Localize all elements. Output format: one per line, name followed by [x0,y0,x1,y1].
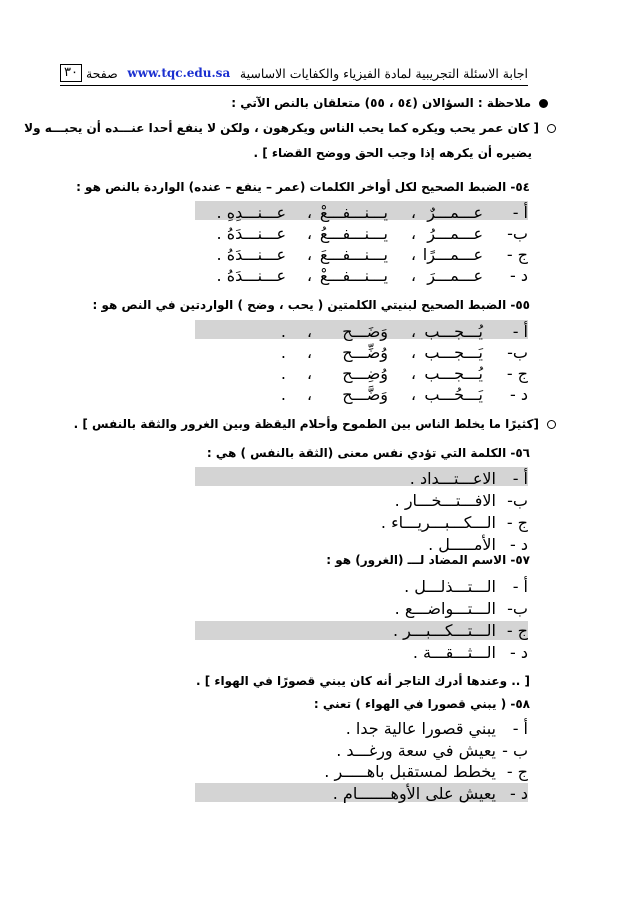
option-letter: ب- [507,491,528,510]
q54-stem: ٥٤- الضبط الصحيح لكل أواخر الكلمات (عمر – ينفع – عنده) الواردة بالنص هو : [76,180,530,194]
page-number-block [60,64,118,82]
option-word: وَضَّـــح [342,385,388,404]
option-text: الـــثـــقـــة . [412,643,496,662]
option-word: عـــمـــرًا [422,245,483,264]
option-text: يبني قصورا عالية جدا . [345,719,496,738]
option-text: الـــكـــبـــريـــاء . [380,513,496,532]
option-word: وُضِّـــح [342,343,388,362]
option-word: وُضِـــح [342,364,388,383]
option-word: . [280,322,286,341]
option-separator: ، [410,266,416,285]
option-letter: د - [510,266,528,285]
option-word: يـــنـــفـــعُ [319,224,388,243]
option-text: الاعـــتـــداد . [409,469,496,488]
option-letter: ج - [506,245,528,264]
option-separator: ، [410,322,416,341]
page-label: صفحة [85,65,118,81]
option-text: الـــتـــذلـــل . [404,577,496,596]
option-word: يـــنـــفـــعْ [319,266,388,285]
option-text: يعيش على الأوهـــــــام . [332,783,496,803]
option-word: يُـــجـــب [424,322,483,341]
option-text: الافـــتـــخـــار . [394,491,496,510]
passage1-line1: [ كان عمر يحب ويكره كما يحب الناس ويكرهون ، ولكن لا ينفع أحدا عنـــده أن يحبـــه ولا [24,121,556,135]
option-separator: ، [306,224,312,243]
option-separator: ، [306,203,312,222]
option-letter: أ - [512,577,528,596]
option-letter: ب- [507,343,528,362]
option-word: عـــنـــدَهُ . [216,266,286,285]
option-separator: ، [410,245,416,264]
option-text: الـــتـــواضـــع . [394,599,496,618]
option-letter: د - [510,385,528,404]
passage3-line: [ .. وعندها أدرك التاجر أنه كان يبني قصورًا في الهواء ] . [195,674,530,688]
option-letter: أ - [512,322,528,341]
option-separator: ، [306,364,312,383]
option-word: . [280,385,286,404]
page-number: ٣٠ [60,64,82,82]
option-word: عـــنـــدِهِ . [216,203,286,222]
option-text: الأمـــــل . [428,535,496,554]
header-site-link[interactable]: www.tqc.edu.sa [127,66,231,80]
option-letter: ب- [507,224,528,243]
option-word: عـــمـــرُ [427,224,483,243]
option-separator: ، [410,203,416,222]
option-letter: أ - [512,469,528,488]
note-line: ملاحظة : السؤالان (٥٤ ، ٥٥) متعلقان بالنص الآتي : [231,96,548,110]
passage2-line: [كثيرًا ما يخلط الناس بين الطموح وأحلام اليقظة وبين الغرور والثقة بالنفس ] . [74,417,556,431]
option-word: يَـــحُـــب [424,385,483,404]
option-word: . [280,343,286,362]
q58-stem: ٥٨- ( يبني قصورا في الهواء ) تعني : [313,697,530,711]
header-rule [60,85,528,86]
circle-bullet-icon [547,420,556,429]
q57-stem: ٥٧- الاسم المضاد لـــ (الغرور) هو : [326,553,530,567]
option-text: يخطط لمستقبل باهـــــر . [324,762,496,781]
option-word: . [280,364,286,383]
option-letter: ب- [507,599,528,618]
option-letter: ب - [502,740,528,760]
option-letter: ج - [506,513,528,532]
option-word: عـــمـــرٌ [427,203,483,222]
passage1-line2: يضيره أن يكرهه إذا وجب الحق ووضح القضاء ] . [253,146,532,160]
option-letter: ج - [506,762,528,781]
option-separator: ، [306,322,312,341]
option-word: يَـــجـــب [424,343,483,362]
q55-stem: ٥٥- الضبط الصحيح لبنيتي الكلمتين ( يحب ، وضح ) الواردتين في النص هو : [92,298,530,312]
option-text: الـــتـــكـــبـــر . [392,621,496,640]
option-word: يـــنـــفـــعْ [319,203,388,222]
option-word: يُـــجـــب [424,364,483,383]
option-separator: ، [410,385,416,404]
option-letter: أ - [512,719,528,738]
page-header [60,62,528,84]
option-word: وَضَـــح [342,322,388,341]
option-word: عـــمـــرَ [427,266,483,285]
option-text: يعيش في سعة ورغـــد . [336,740,496,760]
q56-stem: ٥٦- الكلمة التي تؤدي نفس معنى (الثقة بالنفس ) هي : [206,446,530,460]
option-letter: ج - [506,364,528,383]
option-separator: ، [306,266,312,285]
option-letter: د - [510,783,528,803]
option-separator: ، [306,245,312,264]
option-letter: د - [510,535,528,554]
option-letter: د - [510,643,528,662]
circle-bullet-icon [547,124,556,133]
option-word: يـــنـــفـــعَ [319,245,388,264]
option-letter: ج - [506,621,528,640]
header-title: اجابة الاسئلة التجريبية لمادة الفيزياء والكفايات الاساسية [239,65,528,81]
option-separator: ، [410,364,416,383]
option-letter: أ - [512,203,528,222]
option-separator: ، [410,224,416,243]
option-separator: ، [410,343,416,362]
option-word: عـــنـــدَهُ . [216,224,286,243]
option-word: عـــنـــدَهُ . [216,245,286,264]
option-separator: ، [306,343,312,362]
bullet-icon [539,99,548,108]
option-separator: ، [306,385,312,404]
